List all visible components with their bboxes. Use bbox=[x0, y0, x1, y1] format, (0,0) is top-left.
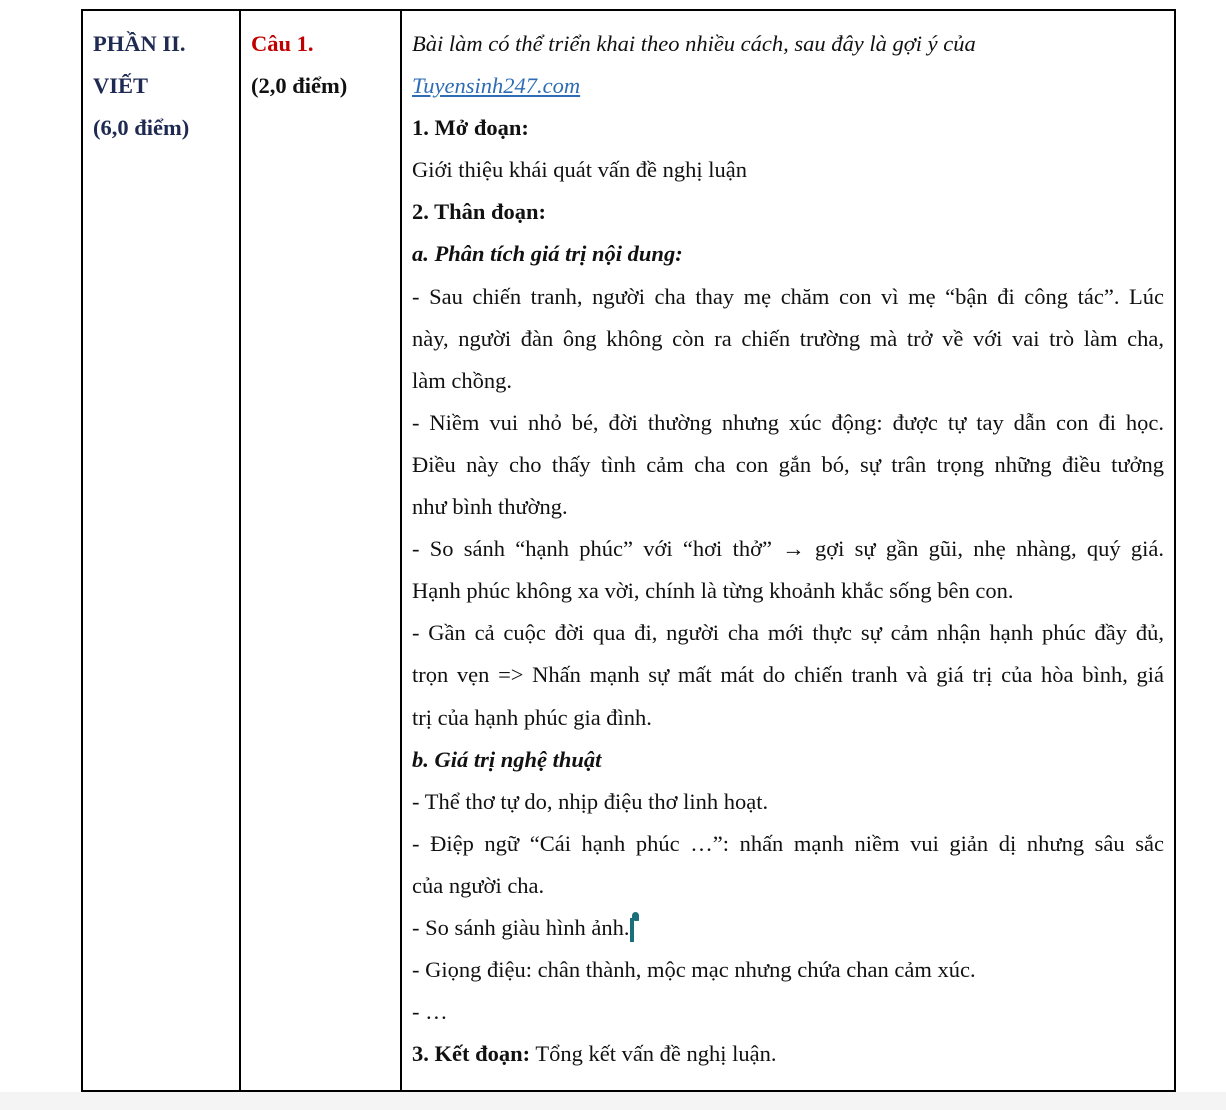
text-cursor-icon bbox=[630, 912, 638, 942]
question-points: (2,0 điểm) bbox=[251, 73, 348, 99]
content-line: trọn vẹn => Nhấn mạnh sự mất mát do chiến tranh và giá trị của hòa bình, giá bbox=[412, 662, 1164, 688]
content-line: - Sau chiến tranh, người cha thay mẹ chăm con vì mẹ “bận đi công tác”. Lúc bbox=[412, 283, 1164, 309]
answer-intro: Bài làm có thể triển khai theo nhiều cách, sau đây là gợi ý của bbox=[412, 31, 976, 56]
content-line: như bình thường. bbox=[412, 494, 568, 520]
source-link[interactable]: Tuyensinh247.com bbox=[412, 73, 581, 99]
answer-cell bbox=[401, 10, 1175, 1091]
content-line: - Gần cả cuộc đời qua đi, người cha mới thực sự cảm nhận hạnh phúc đầy đủ, bbox=[412, 620, 1164, 646]
closing-line bbox=[412, 1033, 1164, 1075]
closing-heading: 3. Kết đoạn: bbox=[412, 1041, 531, 1067]
art-line-with-cursor bbox=[412, 907, 1164, 949]
body-heading: 2. Thân đoạn: bbox=[412, 199, 547, 225]
section-points: (6,0 điểm) bbox=[93, 115, 190, 141]
art-line-text: - So sánh giàu hình ảnh. bbox=[412, 914, 630, 940]
content-line: làm chồng. bbox=[412, 367, 512, 393]
art-line: - Điệp ngữ “Cái hạnh phúc …”: nhấn mạnh niềm vui giản dị nhưng sâu sắc bbox=[412, 830, 1164, 856]
content-line: - So sánh “hạnh phúc” với “hơi thở” → gợi sự gần gũi, nhẹ nhàng, quý giá. bbox=[412, 536, 1164, 562]
section-name: VIẾT bbox=[93, 73, 149, 99]
closing-text: Tổng kết vấn đề nghị luận. bbox=[530, 1041, 777, 1067]
content-line: - Niềm vui nhỏ bé, đời thường nhưng xúc động: được tự tay dẫn con đi học. bbox=[412, 409, 1164, 435]
art-line: - Thể thơ tự do, nhịp điệu thơ linh hoạt. bbox=[412, 788, 769, 814]
opening-text: Giới thiệu khái quát vấn đề nghị luận bbox=[412, 157, 747, 183]
art-heading: b. Giá trị nghệ thuật bbox=[412, 746, 602, 772]
content-line: này, người đàn ông không còn ra chiến trường mà trở về với vai trò làm cha, bbox=[412, 325, 1164, 351]
answer-table bbox=[81, 9, 1176, 1092]
question-cell bbox=[240, 10, 401, 1091]
opening-heading: 1. Mở đoạn: bbox=[412, 115, 529, 141]
question-label: Câu 1. bbox=[251, 31, 314, 56]
content-line: Điều này cho thấy tình cảm cha con gắn bó, sự trân trọng những điều tưởng bbox=[412, 451, 1164, 477]
page-bottom-strip bbox=[0, 1092, 1226, 1110]
content-heading: a. Phân tích giá trị nội dung: bbox=[412, 241, 683, 267]
section-cell bbox=[82, 10, 240, 1091]
art-line: - … bbox=[412, 999, 448, 1025]
section-label: PHẦN II. bbox=[93, 31, 186, 56]
art-line: - Giọng điệu: chân thành, mộc mạc nhưng chứa chan cảm xúc. bbox=[412, 957, 976, 983]
art-line: của người cha. bbox=[412, 872, 545, 898]
content-line: trị của hạnh phúc gia đình. bbox=[412, 704, 652, 730]
content-line: Hạnh phúc không xa vời, chính là từng khoảnh khắc sống bên con. bbox=[412, 578, 1014, 604]
